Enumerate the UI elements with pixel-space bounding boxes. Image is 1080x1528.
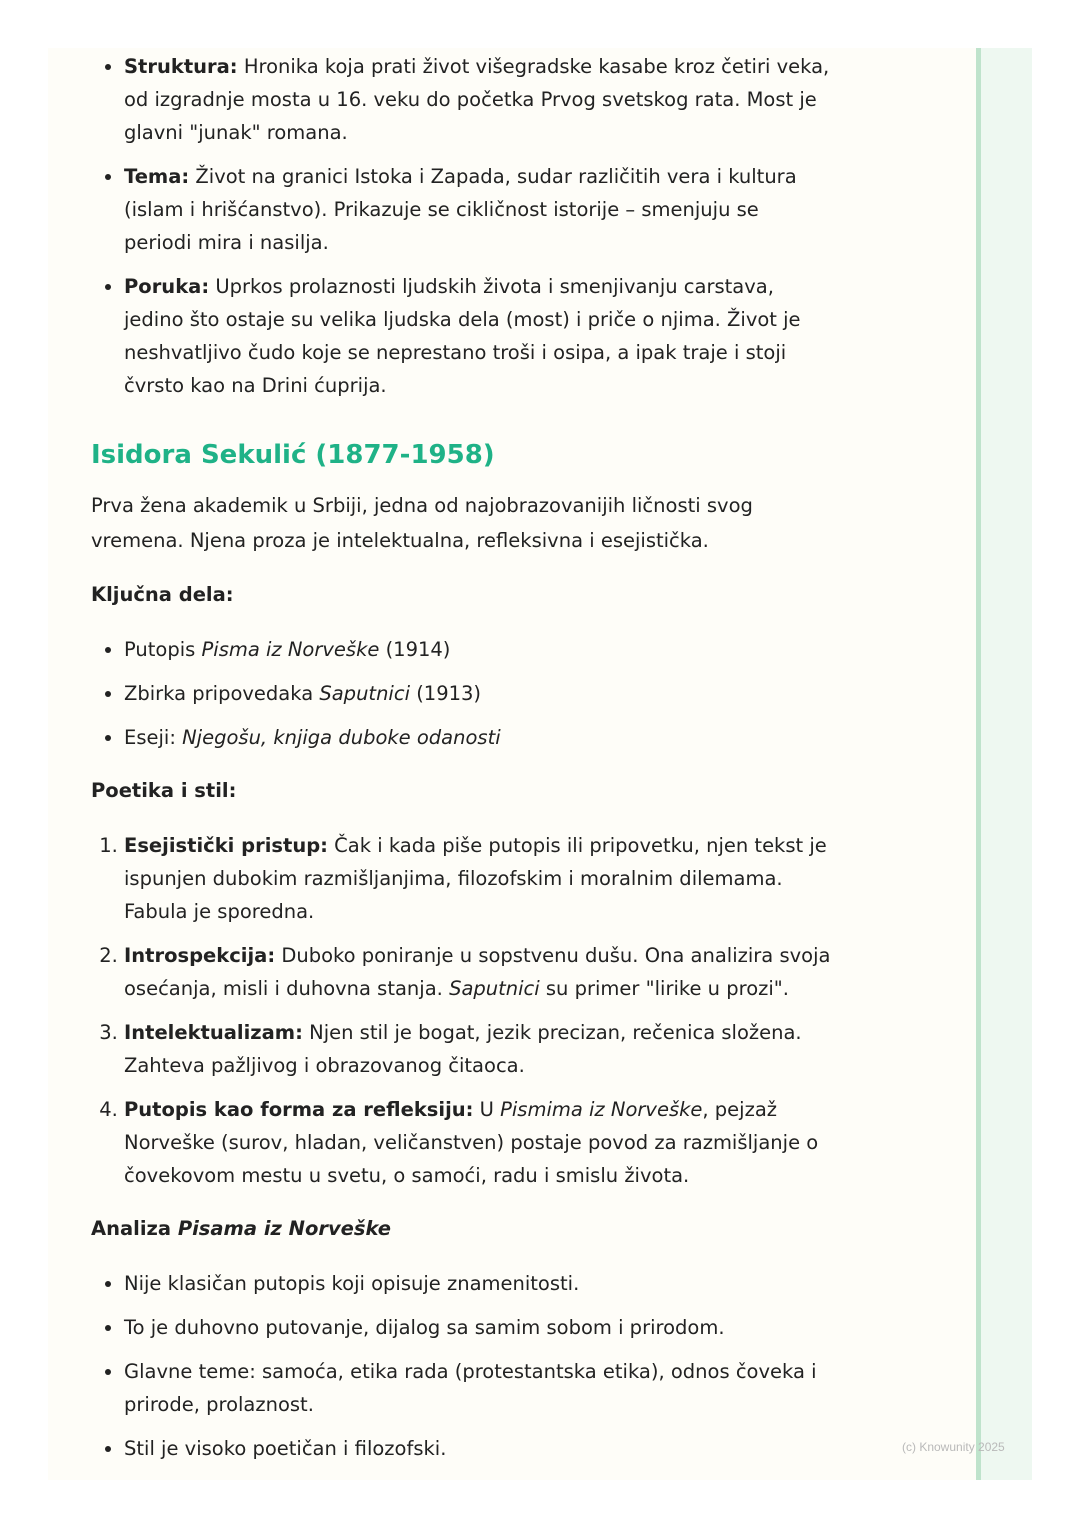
list-item: [124, 721, 831, 754]
section-intro: Prva žena akademik u Srbiji, jedna od najobrazovanijih ličnosti svog vremena. Njena proza je intelektualna, refleksivna i esejistička.: [91, 494, 753, 552]
item-text: Njen stil je bogat, jezik precizan, rečenica složena. Zahteva pažljivog i obrazovanog čitaoca.: [124, 1021, 802, 1077]
heading-text: Analiza: [91, 1217, 178, 1240]
work-title: Pisama iz Norveške: [177, 1217, 392, 1240]
list-item: [124, 829, 831, 928]
analysis-heading: [91, 1212, 831, 1245]
work-title: Pismima iz Norveške: [500, 1098, 703, 1121]
list-item: • Glavne teme: samoća, etika rada (protestantska etika), odnos čoveka i prirode, prolaznost.: [124, 1355, 831, 1421]
work-title: Saputnici: [319, 682, 410, 705]
works-list: [91, 633, 831, 754]
list-item: [124, 1016, 831, 1082]
list-item: [124, 1093, 831, 1192]
item-text: Zbirka pripovedaka: [124, 682, 320, 705]
copyright-footer: (c) Knowunity 2025: [902, 1440, 1005, 1454]
work-title: Njegošu, knjiga duboke odanosti: [182, 726, 501, 749]
item-text: Život na granici Istoka i Zapada, sudar različitih vera i kultura (islam i hrišćanstvo). Prikazuje se cikličnost istorije – smenjuju se periodi mira i nasilja.: [124, 165, 797, 254]
item-text: Čak i kada piše putopis ili pripovetku, njen tekst je ispunjen dubokim razmišljanjima, filozofskim i moralnim dilemama. Fabula je sporedna.: [124, 834, 827, 923]
list-item: [124, 270, 831, 402]
list-item: [124, 677, 831, 710]
item-text: Duboko poniranje u sopstvenu dušu. Ona analizira svoja osećanja, misli i duhovna stanja.: [124, 944, 831, 1000]
item-label: Introspekcija:: [124, 944, 276, 967]
list-item: • Stil je visoko poetičan i filozofski.: [124, 1432, 831, 1465]
side-margin: [976, 48, 1032, 1480]
item-text: Eseji:: [124, 726, 183, 749]
item-label: Poruka:: [124, 275, 210, 298]
item-text: Uprkos prolaznosti ljudskih života i smenjivanju carstava, jedino što ostaje su velika ljudska dela (most) i priče o njima. Život je neshvatljivo čudo koje se neprestano troši i osipa, a ipak traje i stoji čvrsto kao na Drini ćuprija.: [124, 275, 801, 397]
poetics-heading: Poetika i stil:: [91, 779, 237, 802]
andric-summary-list: [91, 50, 831, 402]
item-label: Esejistički pristup:: [124, 834, 328, 857]
item-text: Hronika koja prati život višegradske kasabe kroz četiri veka, od izgradnje mosta u 16. veku do početka Prvog svetskog rata. Most je glavni "junak" romana.: [124, 55, 830, 144]
list-item: [124, 633, 831, 666]
work-title: Saputnici: [449, 977, 540, 1000]
list-item: [124, 160, 831, 259]
section-title: Isidora Sekulić (1877-1958): [91, 440, 495, 470]
item-label: Struktura:: [124, 55, 238, 78]
document-content: [91, 50, 831, 1465]
item-text: (1913): [410, 682, 482, 705]
item-label: Tema:: [124, 165, 190, 188]
item-label: Putopis kao forma za refleksiju:: [124, 1098, 474, 1121]
item-text: U: [473, 1098, 501, 1121]
item-label: Intelektualizam:: [124, 1021, 303, 1044]
item-text: Putopis: [124, 638, 202, 661]
list-item: • To je duhovno putovanje, dijalog sa samim sobom i prirodom.: [124, 1311, 831, 1344]
item-text: , pejzaž Norveške (surov, hladan, veličanstven) postaje povod za razmišljanje o čovekovom mestu u svetu, o samoći, radu i smislu života.: [124, 1098, 819, 1187]
list-item: • Nije klasičan putopis koji opisuje znamenitosti.: [124, 1267, 831, 1300]
item-text: (1914): [379, 638, 451, 661]
item-text: su primer "lirike u prozi".: [539, 977, 789, 1000]
poetics-list: [91, 829, 831, 1192]
list-item: [124, 939, 831, 1005]
side-margin-line: [976, 48, 981, 1480]
list-item: [124, 50, 831, 149]
work-title: Pisma iz Norveške: [201, 638, 380, 661]
analysis-list: [91, 1267, 831, 1465]
works-heading: Ključna dela:: [91, 583, 234, 606]
